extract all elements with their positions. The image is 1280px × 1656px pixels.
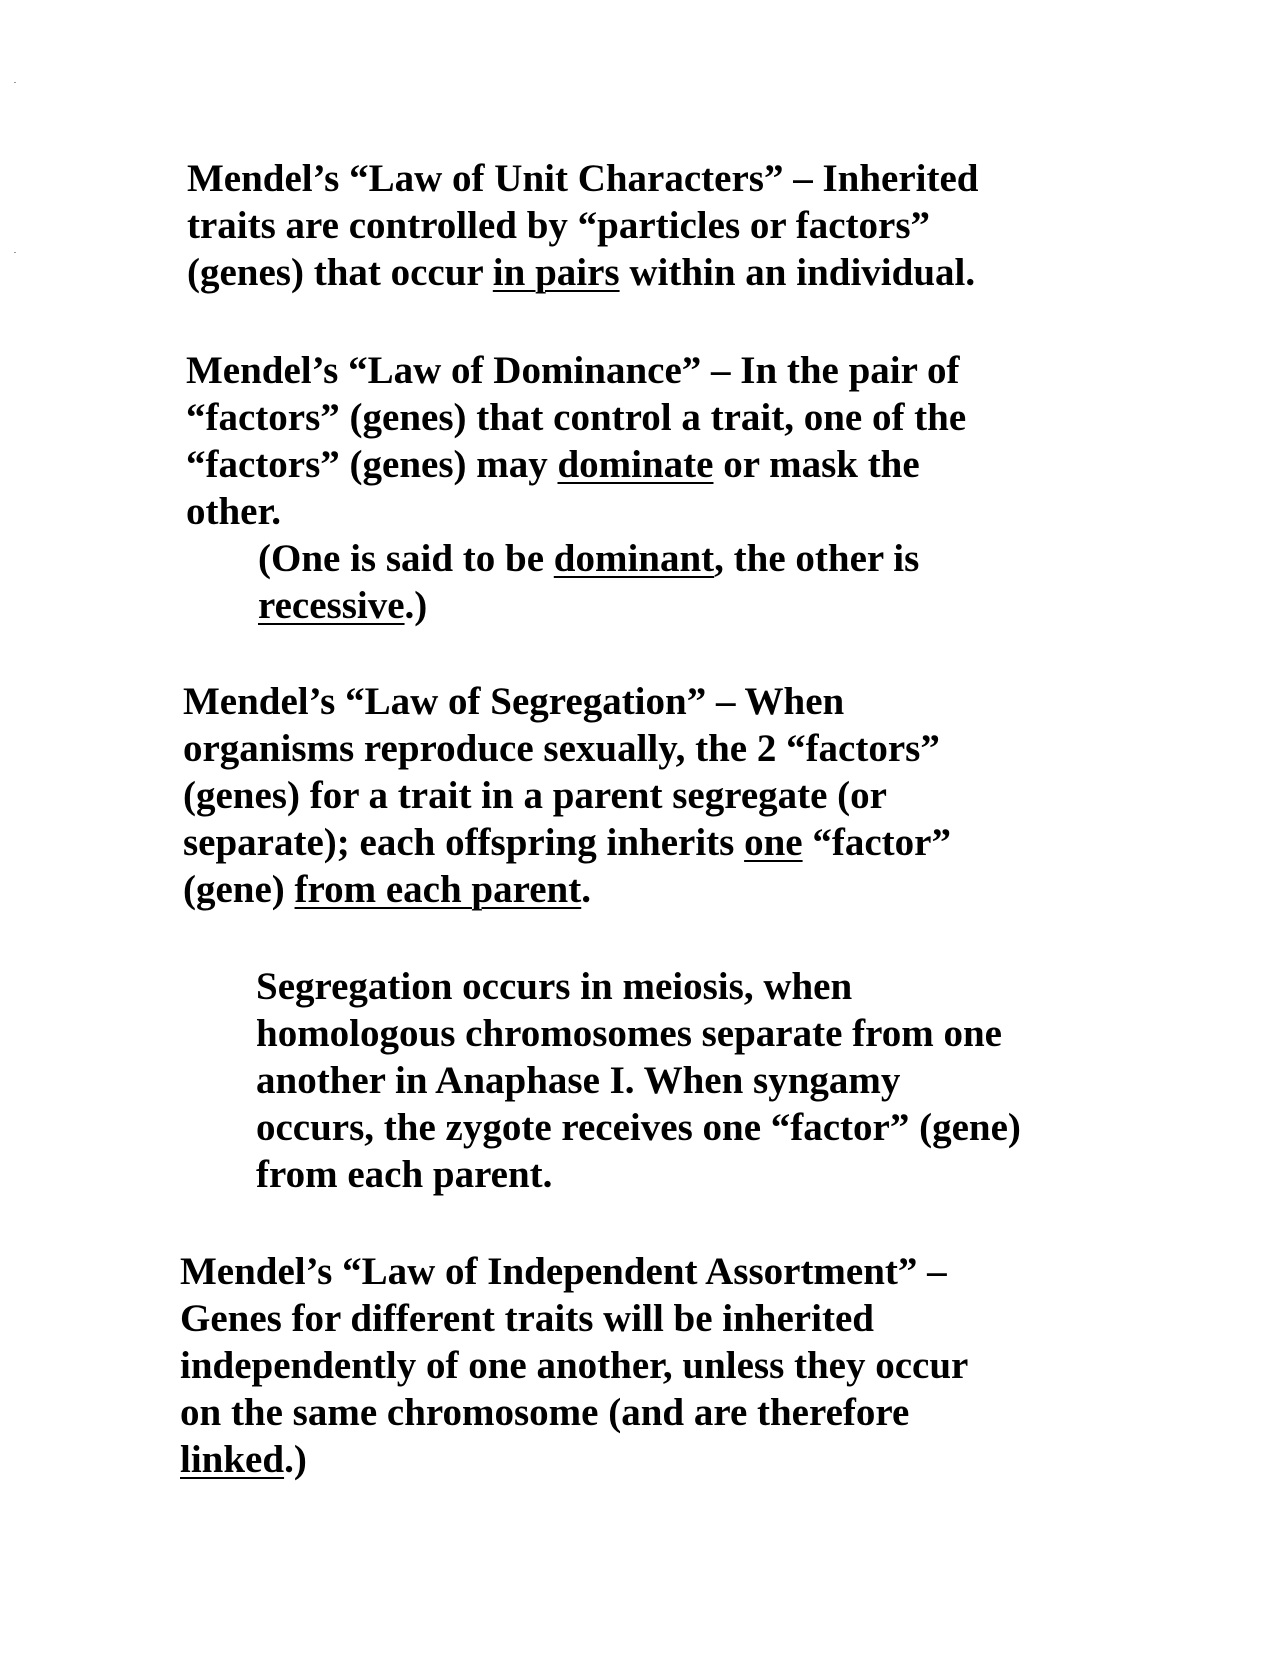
underlined-term: dominate — [557, 443, 714, 486]
segregation-note — [256, 963, 1021, 1198]
scan-speck — [14, 252, 16, 253]
underlined-term: from each parent — [294, 868, 582, 911]
text-line — [180, 1436, 968, 1483]
text-line: “factors” (genes) that control a trait, one of the — [186, 396, 967, 439]
text-run: “factor” — [802, 821, 951, 864]
text-line: traits are controlled by “particles or factors” — [187, 204, 930, 247]
scan-speck — [14, 82, 16, 83]
text-line: homologous chromosomes separate from one — [256, 1012, 1002, 1055]
text-line: Mendel’s “Law of Dominance” – In the pair of — [186, 349, 960, 392]
text-line — [187, 249, 978, 296]
text-run: (One is said to be — [258, 537, 554, 580]
underlined-term: linked — [180, 1438, 285, 1481]
law-of-independent-assortment — [180, 1248, 968, 1483]
text-line: independently of one another, unless they occur — [180, 1344, 969, 1387]
text-run: within an individual. — [619, 251, 976, 294]
text-run: . — [581, 868, 591, 911]
text-line: on the same chromosome (and are therefore — [180, 1391, 910, 1434]
text-run: “factors” (genes) may — [186, 443, 558, 486]
dominance-note — [258, 535, 919, 629]
text-run: .) — [404, 584, 428, 627]
underlined-term: recessive — [258, 584, 405, 627]
law-of-unit-characters — [187, 155, 978, 296]
text-line — [186, 441, 966, 488]
text-run: (gene) — [183, 868, 295, 911]
text-line: Mendel’s “Law of Segregation” – When — [183, 680, 845, 723]
text-line: (genes) for a trait in a parent segregate (or — [183, 774, 887, 817]
underlined-term: dominant — [553, 537, 715, 580]
text-line — [258, 582, 919, 629]
underlined-term: in pairs — [492, 251, 620, 294]
text-line: other. — [186, 490, 281, 533]
text-run: .) — [284, 1438, 307, 1481]
text-run: or mask the — [713, 443, 920, 486]
text-line — [258, 535, 919, 582]
text-run: separate); each offspring inherits — [183, 821, 745, 864]
text-run: (genes) that occur — [187, 251, 493, 294]
underlined-term: one — [744, 821, 803, 864]
text-line: Genes for different traits will be inherited — [180, 1297, 874, 1340]
text-line: Segregation occurs in meiosis, when — [256, 965, 853, 1008]
law-of-segregation — [183, 678, 951, 913]
text-line: occurs, the zygote receives one “factor” (gene) — [256, 1106, 1021, 1149]
text-line — [183, 866, 951, 913]
text-run: , the other is — [714, 537, 920, 580]
text-line: Mendel’s “Law of Unit Characters” – Inherited — [187, 157, 979, 200]
text-line: organisms reproduce sexually, the 2 “factors” — [183, 727, 940, 770]
law-of-dominance — [186, 347, 966, 535]
text-line: another in Anaphase I. When syngamy — [256, 1059, 901, 1102]
text-line: from each parent. — [256, 1153, 553, 1196]
text-line: Mendel’s “Law of Independent Assortment” – — [180, 1250, 947, 1293]
text-line — [183, 819, 951, 866]
